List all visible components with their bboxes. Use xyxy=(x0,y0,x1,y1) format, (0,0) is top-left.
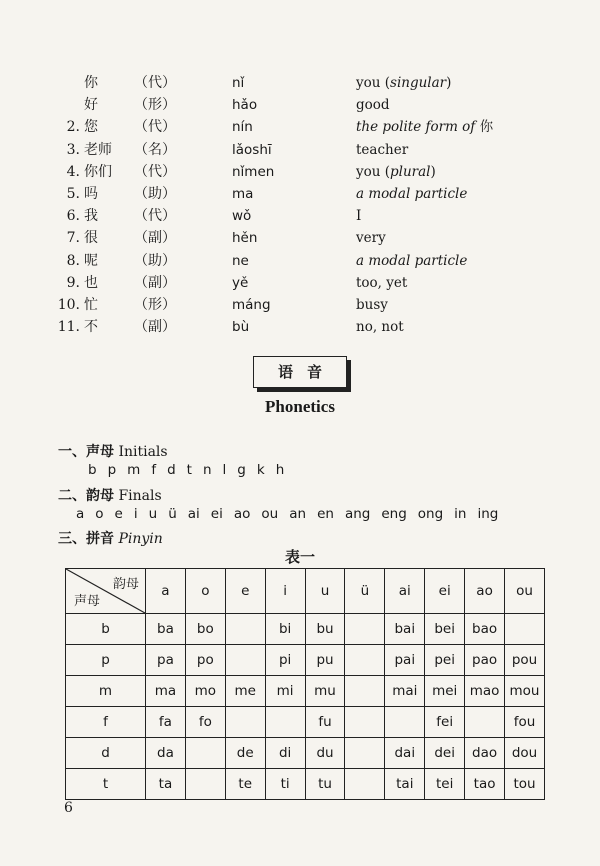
vocab-english-italic: plural xyxy=(390,163,431,180)
table-cell: mo xyxy=(185,676,225,707)
vocab-english-italic: a modal particle xyxy=(356,252,468,269)
phonetic-letter: a xyxy=(76,506,85,522)
vocab-row xyxy=(50,227,570,249)
phonetic-letter: l xyxy=(222,462,227,478)
vocab-pinyin: ma xyxy=(232,185,254,202)
vocab-english-text: I xyxy=(356,208,362,225)
table-cell: bao xyxy=(465,614,505,645)
vocab-number: 4. xyxy=(66,163,80,180)
table-row xyxy=(66,645,545,676)
table-header-row xyxy=(66,569,545,614)
vocab-part-of-speech: （名） xyxy=(134,141,176,158)
phonetic-letter: h xyxy=(275,462,285,478)
table-cell: pao xyxy=(465,645,505,676)
phonetic-letter: ong xyxy=(417,506,444,522)
vocab-pinyin: máng xyxy=(232,296,271,313)
pinyin-table xyxy=(65,568,545,800)
vocab-english-text: too, yet xyxy=(356,274,408,291)
vocab-english xyxy=(356,250,467,272)
vocab-word: 很 xyxy=(84,230,98,247)
vocab-number: 10. xyxy=(57,296,80,313)
table-cell: di xyxy=(265,738,305,769)
table-column-header: i xyxy=(265,569,305,614)
vocab-row xyxy=(50,94,570,116)
table-column-header: ao xyxy=(465,569,505,614)
phonetic-letter: u xyxy=(148,506,158,522)
table-cell: da xyxy=(146,738,186,769)
table-cell: fou xyxy=(505,707,545,738)
table-cell: tao xyxy=(465,769,505,800)
vocab-row xyxy=(50,161,570,183)
corner-finals-label: 韵母 xyxy=(112,577,139,592)
table-cell xyxy=(185,769,225,800)
table-cell: pai xyxy=(385,645,425,676)
table-row xyxy=(66,738,545,769)
table-cell: tu xyxy=(305,769,345,800)
phonetic-letter: ei xyxy=(210,506,223,522)
vocab-part-of-speech: （代） xyxy=(134,119,176,136)
phonetic-letter: p xyxy=(107,462,117,478)
table-row-header: p xyxy=(66,645,146,676)
vocab-word: 吗 xyxy=(84,185,98,202)
table-cell: de xyxy=(225,738,265,769)
pinyin-heading-en: Pinyin xyxy=(114,531,163,547)
vocab-pinyin: hǎo xyxy=(232,97,258,114)
vocab-row xyxy=(50,183,570,205)
phonetic-letter: m xyxy=(127,462,141,478)
table-cell: dou xyxy=(505,738,545,769)
vocab-number: 7. xyxy=(66,230,80,247)
table-caption: 表一 xyxy=(284,548,315,566)
table-cell xyxy=(225,645,265,676)
vocab-english-suffix: 你 xyxy=(475,119,494,136)
table-row-header: t xyxy=(66,769,146,800)
table-cell xyxy=(265,707,305,738)
table-cell xyxy=(465,707,505,738)
vocab-english xyxy=(356,205,361,227)
vocab-word: 你们 xyxy=(84,163,112,180)
table-cell: mao xyxy=(465,676,505,707)
table-column-header: ü xyxy=(345,569,385,614)
table-cell: tai xyxy=(385,769,425,800)
table-cell: tou xyxy=(505,769,545,800)
table-cell: fa xyxy=(146,707,186,738)
vocab-number: 2. xyxy=(66,119,80,136)
initials-letters xyxy=(88,462,295,478)
table-column-header: ai xyxy=(385,569,425,614)
section-title: Phonetics xyxy=(265,397,335,416)
vocab-part-of-speech: （形） xyxy=(134,97,176,114)
phonetic-letter: b xyxy=(88,462,97,478)
table-cell: bi xyxy=(265,614,305,645)
vocab-pinyin: hěn xyxy=(232,230,258,247)
table-cell xyxy=(225,707,265,738)
table-cell: bo xyxy=(185,614,225,645)
vocab-pinyin: bù xyxy=(232,319,250,336)
vocab-english-italic: singular xyxy=(390,75,447,91)
phonetic-letter: f xyxy=(151,462,157,478)
table-row xyxy=(66,707,545,738)
phonetic-letter: ou xyxy=(261,506,279,522)
table-row xyxy=(66,769,545,800)
table-cell: tei xyxy=(425,769,465,800)
table-column-header: o xyxy=(185,569,225,614)
vocab-row xyxy=(50,250,570,272)
table-cell xyxy=(345,707,385,738)
vocab-english xyxy=(356,183,467,205)
vocab-word: 呢 xyxy=(84,252,98,269)
table-cell: pei xyxy=(425,645,465,676)
initials-heading-en: Initials xyxy=(114,444,168,460)
vocab-english xyxy=(356,94,390,116)
vocab-part-of-speech: （助） xyxy=(134,185,176,202)
vocab-part-of-speech: （代） xyxy=(134,163,176,180)
table-row-header: f xyxy=(66,707,146,738)
vocab-english-text: you ( xyxy=(356,75,391,91)
phonetic-letter: ang xyxy=(344,506,371,522)
phonetic-letter: an xyxy=(289,506,307,522)
vocab-row xyxy=(50,116,570,138)
vocab-english-italic: a modal particle xyxy=(356,185,468,202)
phonetic-letter: o xyxy=(95,506,104,522)
vocab-english-suffix: ) xyxy=(430,163,436,180)
vocab-word: 不 xyxy=(84,319,98,336)
table-cell xyxy=(225,614,265,645)
table-cell: ba xyxy=(146,614,186,645)
vocab-number: 11. xyxy=(57,319,80,336)
vocab-english-text: you ( xyxy=(356,163,391,180)
phonetic-letter: in xyxy=(454,506,467,522)
phonetic-letter: eng xyxy=(381,506,407,522)
vocab-english xyxy=(356,227,386,249)
vocab-row xyxy=(50,272,570,294)
vocab-word: 您 xyxy=(84,119,98,136)
pinyin-heading-cn: 三、拼音 xyxy=(58,531,114,547)
vocab-part-of-speech: （副） xyxy=(134,274,176,291)
table-cell xyxy=(385,707,425,738)
table-cell: dai xyxy=(385,738,425,769)
phonetic-letter: k xyxy=(256,462,265,478)
table-cell: bai xyxy=(385,614,425,645)
table-cell: me xyxy=(225,676,265,707)
table-cell xyxy=(345,676,385,707)
table-row xyxy=(66,676,545,707)
table-cell xyxy=(345,645,385,676)
phonetic-letter: en xyxy=(317,506,334,522)
table-cell: ma xyxy=(146,676,186,707)
phonetic-letter: ai xyxy=(187,506,200,522)
table-cell: fo xyxy=(185,707,225,738)
vocab-pinyin: ne xyxy=(232,252,249,269)
phonetic-letter: ü xyxy=(168,506,177,522)
finals-heading xyxy=(58,485,162,505)
table-cell xyxy=(345,769,385,800)
phonetic-letter: d xyxy=(167,462,176,478)
vocab-row xyxy=(50,139,570,161)
table-cell: te xyxy=(225,769,265,800)
vocab-english-text: busy xyxy=(356,296,388,313)
phonetic-letter: t xyxy=(186,462,192,478)
table-cell: ti xyxy=(265,769,305,800)
vocab-part-of-speech: （副） xyxy=(134,230,176,247)
table-cell: mai xyxy=(385,676,425,707)
vocab-word: 好 xyxy=(84,97,98,114)
vocab-word: 忙 xyxy=(84,296,98,313)
vocab-pinyin: yě xyxy=(232,274,249,291)
vocab-word: 我 xyxy=(84,208,98,225)
table-cell: ta xyxy=(146,769,186,800)
vocabulary-list xyxy=(50,72,570,338)
vocab-row xyxy=(50,316,570,338)
table-cell: mou xyxy=(505,676,545,707)
phonetic-letter: g xyxy=(237,462,246,478)
initials-heading xyxy=(58,441,168,461)
vocab-pinyin: nǐmen xyxy=(232,163,275,180)
table-cell: mi xyxy=(265,676,305,707)
vocab-part-of-speech: （代） xyxy=(134,208,176,225)
table-cell: fu xyxy=(305,707,345,738)
corner-initials-label: 声母 xyxy=(74,594,101,609)
initials-heading-cn: 一、声母 xyxy=(58,444,114,460)
finals-heading-en: Finals xyxy=(114,488,162,504)
table-column-header: e xyxy=(225,569,265,614)
vocab-english xyxy=(356,316,404,338)
vocab-number: 3. xyxy=(66,141,80,158)
vocab-english-italic: the polite form of xyxy=(356,119,476,136)
table-row xyxy=(66,614,545,645)
table-cell: dao xyxy=(465,738,505,769)
vocab-word: 老师 xyxy=(84,141,112,158)
vocab-pinyin: lǎoshī xyxy=(232,141,272,158)
phonetic-letter: n xyxy=(202,462,212,478)
finals-letters xyxy=(76,506,509,522)
vocab-pinyin: nǐ xyxy=(232,75,245,91)
vocab-english xyxy=(356,139,408,161)
vocab-word: 也 xyxy=(84,274,98,291)
table-row-header: m xyxy=(66,676,146,707)
table-cell: mei xyxy=(425,676,465,707)
table-cell xyxy=(505,614,545,645)
finals-heading-cn: 二、韵母 xyxy=(58,488,114,504)
vocab-row xyxy=(50,205,570,227)
vocab-english-text: teacher xyxy=(356,141,409,158)
section-label-box: 语音 xyxy=(253,356,347,388)
vocab-part-of-speech: （副） xyxy=(134,319,176,336)
vocab-row xyxy=(50,72,570,94)
vocab-part-of-speech: （代） xyxy=(134,75,176,91)
table-cell: fei xyxy=(425,707,465,738)
vocab-pinyin: nín xyxy=(232,119,253,136)
table-cell xyxy=(345,614,385,645)
vocab-english xyxy=(356,161,436,183)
phonetic-letter: i xyxy=(133,506,138,522)
vocab-english-text: very xyxy=(356,230,386,247)
table-column-header: u xyxy=(305,569,345,614)
vocab-english xyxy=(356,72,451,94)
phonetic-letter: e xyxy=(114,506,123,522)
vocab-english-text: no, not xyxy=(356,319,404,336)
vocab-row xyxy=(50,294,570,316)
table-cell: pu xyxy=(305,645,345,676)
table-cell: po xyxy=(185,645,225,676)
table-cell: mu xyxy=(305,676,345,707)
table-corner-cell xyxy=(66,569,146,614)
table-column-header: a xyxy=(146,569,186,614)
table-cell xyxy=(185,738,225,769)
table-cell: du xyxy=(305,738,345,769)
vocab-part-of-speech: （形） xyxy=(134,296,176,313)
table-cell: pou xyxy=(505,645,545,676)
table-cell: bu xyxy=(305,614,345,645)
table-column-header: ou xyxy=(505,569,545,614)
table-row-header: b xyxy=(66,614,146,645)
table-row-header: d xyxy=(66,738,146,769)
vocab-pinyin: wǒ xyxy=(232,208,252,225)
vocab-number: 5. xyxy=(66,185,80,202)
vocab-part-of-speech: （助） xyxy=(134,252,176,269)
phonetic-letter: ing xyxy=(477,506,499,522)
pinyin-heading xyxy=(58,528,163,548)
vocab-english-suffix: ) xyxy=(446,75,452,91)
table-cell: dei xyxy=(425,738,465,769)
table-cell xyxy=(345,738,385,769)
vocab-number: 9. xyxy=(66,274,80,291)
vocab-word: 你 xyxy=(84,75,98,91)
phonetic-letter: ao xyxy=(233,506,251,522)
page-number: 6 xyxy=(64,800,73,816)
vocab-english xyxy=(356,116,493,138)
vocab-english xyxy=(356,294,388,316)
vocab-english-text: good xyxy=(356,97,390,114)
table-cell: pi xyxy=(265,645,305,676)
vocab-english xyxy=(356,272,407,294)
vocab-number: 8. xyxy=(66,252,80,269)
table-column-header: ei xyxy=(425,569,465,614)
table-cell: bei xyxy=(425,614,465,645)
table-cell: pa xyxy=(146,645,186,676)
vocab-number: 6. xyxy=(66,208,80,225)
